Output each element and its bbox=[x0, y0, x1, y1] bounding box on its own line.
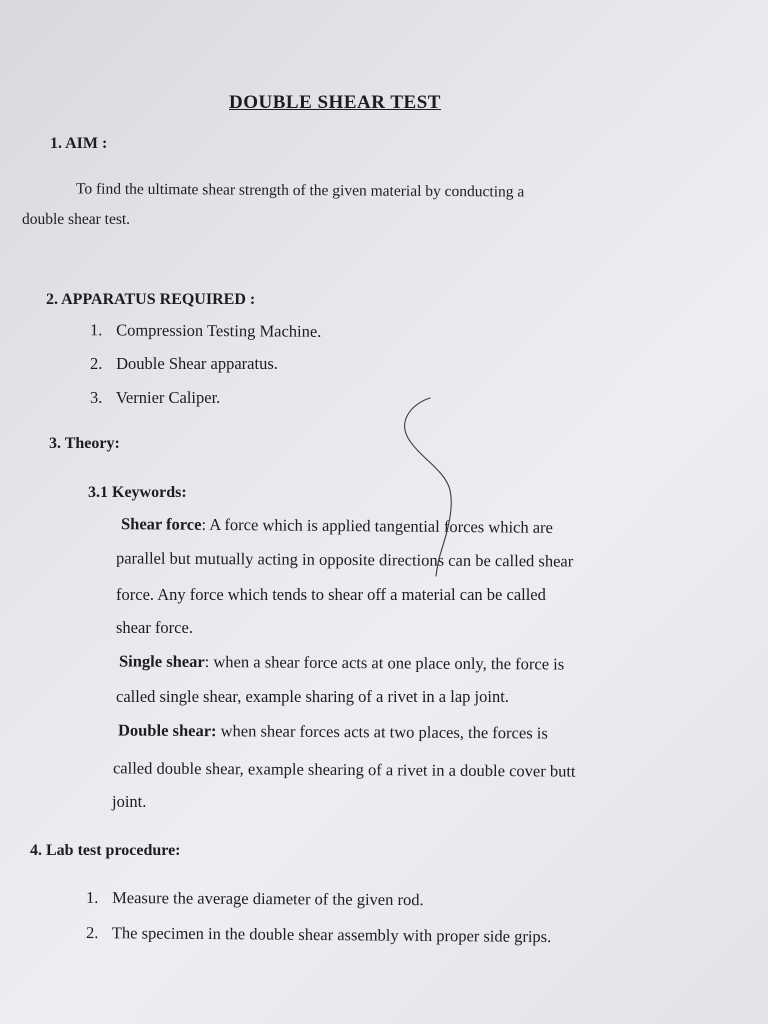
procedure-item-number: 1. bbox=[85, 887, 99, 907]
apparatus-heading: 2. APPARATUS REQUIRED : bbox=[46, 291, 256, 308]
single-shear-definition: : when a shear force acts at one place only, the force is bbox=[204, 652, 565, 674]
shear-force-line-2: parallel but mutually acting in opposite directions can be called shear bbox=[115, 548, 574, 571]
single-shear-line-1 bbox=[119, 651, 564, 674]
shear-force-definition: : A force which is applied tangential forces which are bbox=[201, 514, 554, 537]
shear-force-line-3: force. Any force which tends to shear off a material can be called bbox=[116, 585, 546, 604]
double-shear-line-2: called double shear, example shearing of a rivet in a double cover butt bbox=[112, 758, 576, 781]
apparatus-item-number: 2. bbox=[90, 354, 103, 373]
pen-stroke-mark bbox=[390, 390, 470, 580]
single-shear-term: Single shear bbox=[118, 651, 205, 672]
aim-text-line-1: To find the ultimate shear strength of the given material by conducting a bbox=[75, 180, 525, 201]
apparatus-item-text: Double Shear apparatus. bbox=[116, 354, 278, 373]
keywords-subheading: 3.1 Keywords: bbox=[88, 484, 187, 501]
double-shear-definition: when shear forces acts at two places, the forces is bbox=[216, 721, 548, 743]
procedure-heading: 4. Lab test procedure: bbox=[30, 842, 181, 859]
apparatus-item bbox=[90, 354, 278, 374]
single-shear-line-2: called single shear, example sharing of a rivet in a lap joint. bbox=[116, 687, 509, 706]
shear-force-line-4: shear force. bbox=[116, 618, 193, 637]
apparatus-item-text: Vernier Caliper. bbox=[115, 388, 221, 407]
shear-force-line-1 bbox=[121, 514, 553, 538]
double-shear-line-3: joint. bbox=[112, 792, 147, 811]
procedure-item bbox=[86, 923, 551, 947]
aim-text-line-2: double shear test. bbox=[22, 211, 131, 228]
procedure-item-text: The specimen in the double shear assembly with proper side grips. bbox=[111, 923, 552, 947]
apparatus-item bbox=[90, 388, 220, 408]
shear-force-term: Shear force bbox=[120, 514, 202, 534]
theory-heading: 3. Theory: bbox=[49, 435, 120, 452]
page-title: DOUBLE SHEAR TEST bbox=[229, 92, 441, 113]
apparatus-item-text: Compression Testing Machine. bbox=[116, 320, 322, 341]
aim-heading: 1. AIM : bbox=[50, 135, 108, 152]
double-shear-line-1 bbox=[118, 721, 548, 744]
apparatus-item bbox=[90, 320, 321, 342]
procedure-item-text: Measure the average diameter of the given rod. bbox=[112, 888, 424, 910]
apparatus-item-number: 3. bbox=[90, 388, 103, 407]
apparatus-item-number: 1. bbox=[89, 320, 103, 340]
procedure-item-number: 2. bbox=[85, 922, 99, 943]
procedure-item bbox=[86, 888, 424, 910]
double-shear-term: Double shear: bbox=[117, 720, 217, 741]
